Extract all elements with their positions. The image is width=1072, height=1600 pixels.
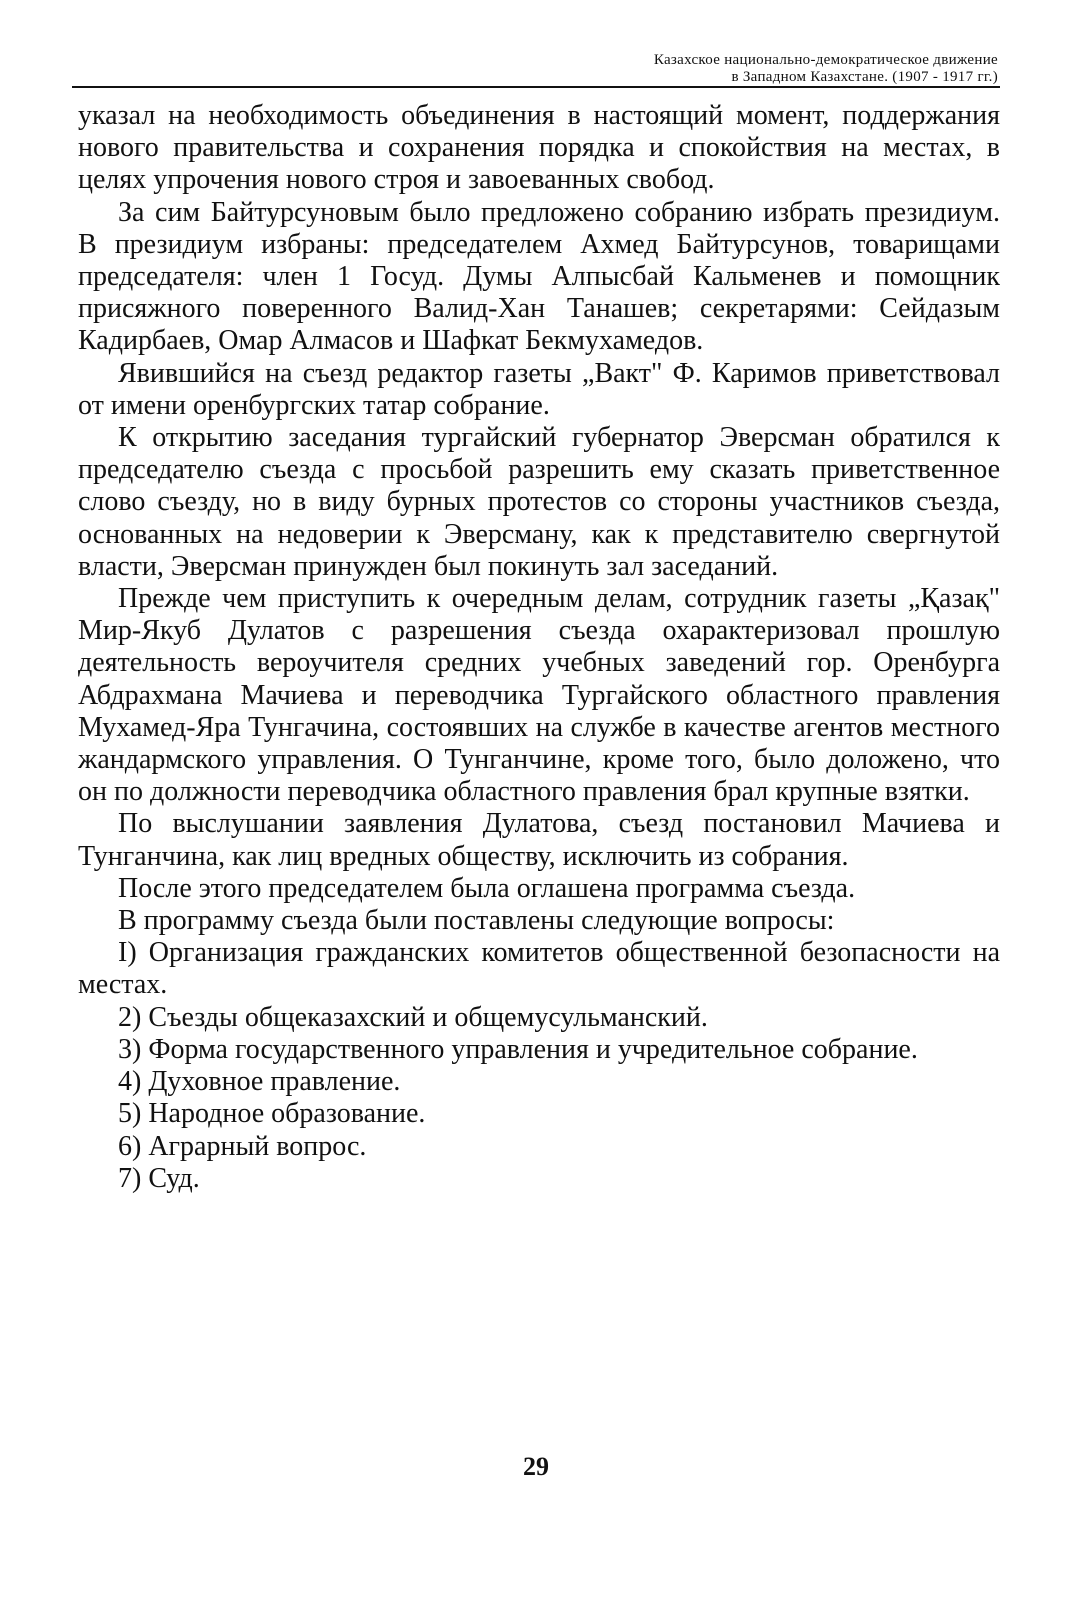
paragraph: К открытию заседания тургайский губернатор Эверсман обратился к председателю съезда с просьбой разрешить ему сказать приветственное слово съезду, но в виду бурных протестов со стороны участников съезда, основанных на недоверии к Эверсману, как к представителю свергнутой власти, Эверсман принужден был покинуть зал заседаний.: [78, 422, 1000, 582]
page-number: 29: [523, 1452, 549, 1481]
program-list-item: 6) Аграрный вопрос.: [118, 1130, 367, 1162]
paragraph: указал на необходимость объединения в настоящий момент, поддержания нового правительства и сохранения порядка и спокойствия на местах, в целях упрочения нового строя и завоеванных свобод.: [78, 100, 1000, 196]
program-list-item: 3) Форма государственного управления и учредительное собрание.: [118, 1033, 918, 1065]
program-list-item: I) Организация гражданских комитетов общественной безопасности на местах.: [78, 937, 1000, 1001]
running-header: [478, 52, 998, 86]
paragraph: Явившийся на съезд редактор газеты „Вакт" Ф. Каримов приветствовал от имени оренбургских татар собрание.: [78, 357, 1000, 421]
body-text: [78, 100, 1000, 1195]
paragraph: Прежде чем приступить к очередным делам, сотрудник газеты „Қазақ" Мир-Якуб Дулатов с разрешения съезда охарактеризовал прошлую деятельность вероучителя средних учебных заведений гор. Оренбурга Абдрахмана Мачиева и переводчика Тургайского областного правления Мухамед-Яра Тунгачина, состоявших на службе в качестве агентов местного жандармского управления. О Тунганчине, кроме того, было доложено, что он по должности переводчика областного правления брал крупные взятки.: [78, 583, 1000, 808]
running-header-title: Казахское национально-демократическое движение: [653, 52, 998, 68]
paragraph: После этого председателем была оглашена программа съезда.: [118, 872, 856, 904]
paragraph: По выслушании заявления Дулатова, съезд постановил Мачиева и Тунганчина, как лиц вредных обществу, исключить из собрания.: [78, 808, 1000, 872]
program-list-item: 7) Суд.: [118, 1162, 200, 1194]
running-header-subtitle: в Западном Казахстане. (1907 - 1917 гг.): [731, 69, 998, 85]
program-list-item: 2) Съезды общеказахский и общемусульманский.: [118, 1001, 708, 1033]
program-list-item: 5) Народное образование.: [118, 1098, 426, 1130]
program-list-item: 4) Духовное правление.: [118, 1066, 401, 1098]
header-rule: [72, 86, 1000, 88]
paragraph: В программу съезда были поставлены следующие вопросы:: [118, 905, 835, 937]
paragraph: За сим Байтурсуновым было предложено собранию избрать президиум. В президиум избраны: председателем Ахмед Байтурсунов, товарищами председателя: член 1 Госуд. Думы Алпысбай Кальменев и помощник присяжного поверенного Валид-Хан Танашев; секретарями: Сейдазым Кадирбаев, Омар Алмасов и Шафкат Бекмухамедов.: [78, 196, 1000, 357]
